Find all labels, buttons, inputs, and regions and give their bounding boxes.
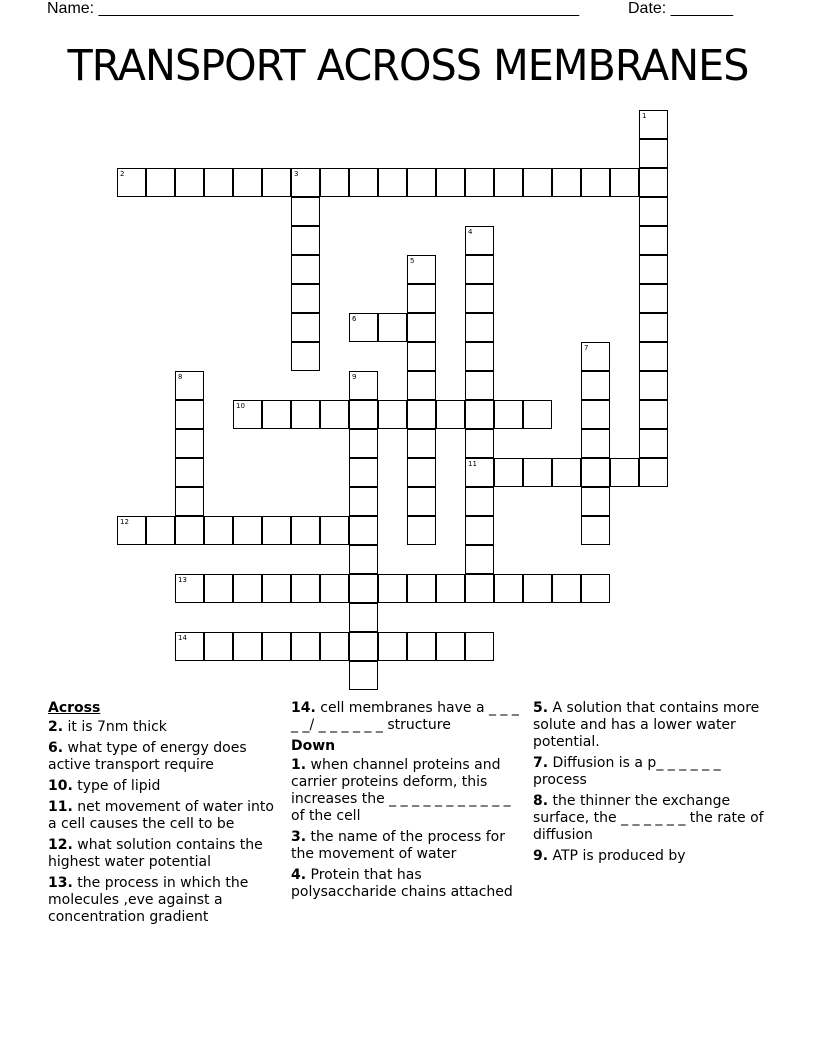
grid-cell[interactable] <box>204 574 233 603</box>
clue-number: 7 <box>584 344 589 352</box>
grid-cell[interactable] <box>639 313 668 342</box>
grid-cell[interactable] <box>407 371 436 400</box>
grid-cell[interactable] <box>639 110 668 139</box>
grid-cell[interactable] <box>465 255 494 284</box>
grid-cell[interactable] <box>639 458 668 487</box>
grid-cell[interactable] <box>262 574 291 603</box>
grid-cell[interactable] <box>639 342 668 371</box>
grid-cell[interactable] <box>407 516 436 545</box>
clue-number: 2 <box>120 170 125 178</box>
grid-cell[interactable] <box>465 458 494 487</box>
grid-cell[interactable] <box>175 429 204 458</box>
grid-cell[interactable] <box>262 168 291 197</box>
grid-cell[interactable] <box>320 516 349 545</box>
clue-number: 9 <box>352 373 357 381</box>
grid-cell[interactable] <box>233 516 262 545</box>
grid-cell[interactable] <box>349 574 378 603</box>
grid-cell[interactable] <box>146 168 175 197</box>
grid-cell[interactable] <box>291 226 320 255</box>
grid-cell[interactable] <box>291 342 320 371</box>
grid-cell[interactable] <box>581 487 610 516</box>
grid-cell[interactable] <box>349 458 378 487</box>
down-clue-8: 8. the thinner the exchange surface, the _ _ _ _ _ _ the rate of diffusion <box>533 793 764 843</box>
name-field-label[interactable]: Name: ______________________________________________________ <box>47 0 580 17</box>
down-clue-3: 3. the name of the process for the movement of water <box>291 829 505 862</box>
grid-cell[interactable] <box>494 458 523 487</box>
grid-cell[interactable] <box>465 429 494 458</box>
grid-cell[interactable] <box>465 168 494 197</box>
grid-cell[interactable] <box>291 313 320 342</box>
grid-cell[interactable] <box>175 516 204 545</box>
grid-cell[interactable] <box>494 574 523 603</box>
grid-cell[interactable] <box>291 284 320 313</box>
grid-cell[interactable] <box>523 400 552 429</box>
grid-cell[interactable] <box>465 487 494 516</box>
clue-number: 5 <box>410 257 415 265</box>
grid-cell[interactable] <box>262 516 291 545</box>
grid-cell[interactable] <box>465 545 494 574</box>
grid-cell[interactable] <box>436 574 465 603</box>
grid-cell[interactable] <box>639 226 668 255</box>
clues-column-2 <box>291 700 523 905</box>
grid-cell[interactable] <box>320 632 349 661</box>
clue-number: 3 <box>294 170 299 178</box>
grid-cell[interactable] <box>320 400 349 429</box>
date-field-label[interactable]: Date: _______ <box>628 0 733 17</box>
grid-cell[interactable] <box>378 632 407 661</box>
grid-cell[interactable] <box>407 429 436 458</box>
grid-cell[interactable] <box>581 371 610 400</box>
grid-cell[interactable] <box>349 487 378 516</box>
clue-number: 6 <box>352 315 357 323</box>
down-clue-9: 9. ATP is produced by <box>533 848 686 864</box>
grid-cell[interactable] <box>291 632 320 661</box>
grid-cell[interactable] <box>407 284 436 313</box>
clue-number: 11 <box>468 460 477 468</box>
grid-cell[interactable] <box>639 371 668 400</box>
grid-cell[interactable] <box>639 168 668 197</box>
grid-cell[interactable] <box>262 400 291 429</box>
grid-cell[interactable] <box>639 139 668 168</box>
grid-cell[interactable] <box>407 632 436 661</box>
clue-number: 14 <box>178 634 187 642</box>
grid-cell[interactable] <box>639 197 668 226</box>
across-clue-6: 6. what type of energy does active transport require <box>48 740 247 773</box>
page-title: TRANSPORT ACROSS MEMBRANES <box>67 41 749 91</box>
grid-cell[interactable] <box>407 255 436 284</box>
grid-cell[interactable] <box>349 603 378 632</box>
across-clue-14: 14. cell membranes have a _ _ _ _ _/ _ _ _ _ _ _ structure <box>291 700 519 733</box>
grid-cell[interactable] <box>436 400 465 429</box>
grid-cell[interactable] <box>204 168 233 197</box>
grid-cell[interactable] <box>639 400 668 429</box>
grid-cell[interactable] <box>436 632 465 661</box>
grid-cell[interactable] <box>407 574 436 603</box>
grid-cell[interactable] <box>465 632 494 661</box>
grid-cell[interactable] <box>175 574 204 603</box>
grid-cell[interactable] <box>349 313 378 342</box>
across-clue-13: 13. the process in which the molecules ,eve against a concentration gradient <box>48 875 249 925</box>
grid-cell[interactable] <box>175 632 204 661</box>
grid-cell[interactable] <box>465 516 494 545</box>
grid-cell[interactable] <box>349 168 378 197</box>
grid-cell[interactable] <box>494 400 523 429</box>
grid-cell[interactable] <box>465 342 494 371</box>
grid-cell[interactable] <box>407 458 436 487</box>
grid-cell[interactable] <box>349 429 378 458</box>
grid-cell[interactable] <box>407 313 436 342</box>
grid-cell[interactable] <box>610 458 639 487</box>
grid-cell[interactable] <box>494 168 523 197</box>
grid-cell[interactable] <box>320 574 349 603</box>
clue-number: 4 <box>468 228 473 236</box>
grid-cell[interactable] <box>407 168 436 197</box>
grid-cell[interactable] <box>581 342 610 371</box>
grid-cell[interactable] <box>581 429 610 458</box>
grid-cell[interactable] <box>204 516 233 545</box>
grid-cell[interactable] <box>523 168 552 197</box>
grid-cell[interactable] <box>639 429 668 458</box>
grid-cell[interactable] <box>639 284 668 313</box>
clues-column-3 <box>533 700 769 869</box>
grid-cell[interactable] <box>436 168 465 197</box>
grid-cell[interactable] <box>349 661 378 690</box>
grid-cell[interactable] <box>465 313 494 342</box>
across-heading: Across <box>48 700 101 716</box>
grid-cell[interactable] <box>175 371 204 400</box>
grid-cell[interactable] <box>349 516 378 545</box>
grid-cell[interactable] <box>262 632 291 661</box>
down-clue-7: 7. Diffusion is a p_ _ _ _ _ _ process <box>533 755 721 788</box>
grid-cell[interactable] <box>610 168 639 197</box>
grid-cell[interactable] <box>291 197 320 226</box>
grid-cell[interactable] <box>552 168 581 197</box>
down-heading: Down <box>291 738 336 754</box>
grid-cell[interactable] <box>581 168 610 197</box>
grid-cell[interactable] <box>378 574 407 603</box>
grid-cell[interactable] <box>581 400 610 429</box>
clue-number: 10 <box>236 402 245 410</box>
grid-cell[interactable] <box>581 458 610 487</box>
across-clue-10: 10. type of lipid <box>48 778 161 794</box>
grid-cell[interactable] <box>117 516 146 545</box>
grid-cell[interactable] <box>233 168 262 197</box>
grid-cell[interactable] <box>233 632 262 661</box>
across-clue-2: 2. it is 7nm thick <box>48 719 167 735</box>
grid-cell[interactable] <box>175 458 204 487</box>
grid-cell[interactable] <box>552 574 581 603</box>
clue-number: 8 <box>178 373 183 381</box>
grid-cell[interactable] <box>291 168 320 197</box>
grid-cell[interactable] <box>146 516 175 545</box>
grid-cell[interactable] <box>465 226 494 255</box>
grid-cell[interactable] <box>349 632 378 661</box>
across-clue-12: 12. what solution contains the highest water potential <box>48 837 263 870</box>
clue-number: 1 <box>642 112 647 120</box>
grid-cell[interactable] <box>291 516 320 545</box>
down-clue-1: 1. when channel proteins and carrier proteins deform, this increases the _ _ _ _ _ _ _ _ _ _ _ of the cell <box>291 757 511 824</box>
grid-cell[interactable] <box>552 458 581 487</box>
clue-number: 13 <box>178 576 187 584</box>
grid-cell[interactable] <box>349 371 378 400</box>
across-clue-11: 11. net movement of water into a cell causes the cell to be <box>48 799 274 832</box>
grid-cell[interactable] <box>291 400 320 429</box>
grid-cell[interactable] <box>378 313 407 342</box>
grid-cell[interactable] <box>349 545 378 574</box>
grid-cell[interactable] <box>175 487 204 516</box>
grid-cell[interactable] <box>581 516 610 545</box>
grid-cell[interactable] <box>117 168 146 197</box>
grid-cell[interactable] <box>465 284 494 313</box>
down-clue-5: 5. A solution that contains more solute and has a lower water potential. <box>533 700 760 750</box>
grid-cell[interactable] <box>175 400 204 429</box>
grid-cell[interactable] <box>523 458 552 487</box>
grid-cell[interactable] <box>465 400 494 429</box>
grid-cell[interactable] <box>465 574 494 603</box>
grid-cell[interactable] <box>175 168 204 197</box>
grid-cell[interactable] <box>407 342 436 371</box>
clues-column-1 <box>48 700 280 930</box>
grid-cell[interactable] <box>233 574 262 603</box>
grid-cell[interactable] <box>523 574 552 603</box>
grid-cell[interactable] <box>204 632 233 661</box>
grid-cell[interactable] <box>407 400 436 429</box>
grid-cell[interactable] <box>378 400 407 429</box>
grid-cell[interactable] <box>291 574 320 603</box>
grid-cell[interactable] <box>465 371 494 400</box>
down-clue-4: 4. Protein that has polysaccharide chains attached <box>291 867 513 900</box>
grid-cell[interactable] <box>320 168 349 197</box>
grid-cell[interactable] <box>581 574 610 603</box>
grid-cell[interactable] <box>291 255 320 284</box>
grid-cell[interactable] <box>233 400 262 429</box>
grid-cell[interactable] <box>349 400 378 429</box>
grid-cell[interactable] <box>639 255 668 284</box>
grid-cell[interactable] <box>378 168 407 197</box>
clue-number: 12 <box>120 518 129 526</box>
grid-cell[interactable] <box>407 487 436 516</box>
